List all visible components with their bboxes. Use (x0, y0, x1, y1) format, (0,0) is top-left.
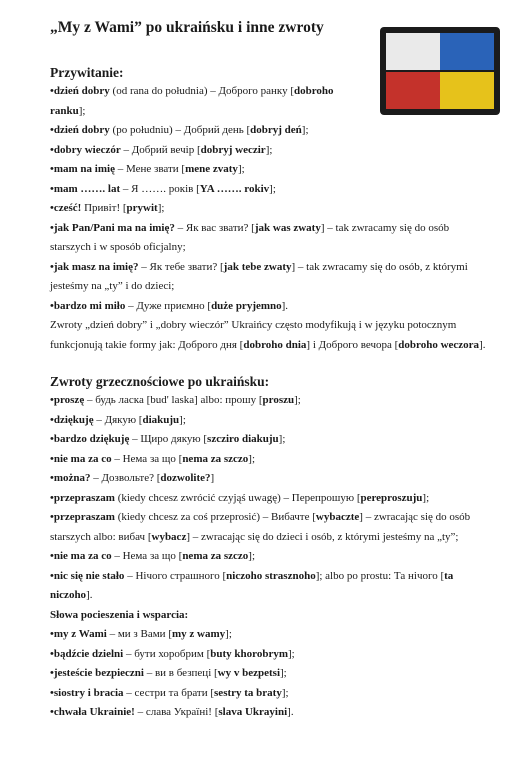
text-line (50, 469, 500, 489)
text-line (50, 141, 500, 161)
text-run: ]; (248, 550, 256, 562)
text-run: ]; (280, 667, 287, 679)
bold-phrase: •jak masz na imię? (50, 260, 139, 273)
text-run: – Я ……. років [ (120, 182, 200, 195)
bold-phrase: •jesteście bezpieczni (50, 667, 144, 679)
text-line (50, 219, 500, 239)
text-run: starszych albo: вибач [ (50, 530, 152, 543)
text-run: ]. (287, 706, 294, 718)
text-run: – Мене звати [ (114, 163, 186, 175)
text-line (50, 547, 500, 567)
bold-phrase: diakuju (142, 413, 180, 426)
text-run: (kiedy chcesz za coś przeprosić) – Вибачте [ (114, 511, 316, 523)
text-run: – Дуже приємно [ (125, 299, 212, 312)
text-run: ]; (269, 182, 276, 195)
bold-phrase: wy v bezpetsi (217, 667, 280, 679)
text-run: ]; (248, 452, 256, 465)
text-run: – Нема за що [ (111, 452, 183, 465)
text-line (50, 645, 500, 665)
text-run: ]; (157, 202, 165, 214)
text-run: ]; (278, 433, 286, 445)
bold-phrase: duże pryjemno (211, 299, 282, 312)
text-run: ]. (86, 589, 93, 601)
bold-phrase: slava Ukrayini (218, 706, 288, 718)
bold-phrase: •można? (50, 472, 91, 484)
text-run: – Дякую [ (93, 413, 143, 426)
bold-phrase: •bardzo mi miło (50, 299, 126, 312)
bold-phrase: •dobry wieczór (50, 143, 121, 156)
bold-phrase: dobroho dnia (243, 338, 307, 351)
bold-phrase: my z wamy (172, 628, 226, 640)
text-run: Zwroty „dzień dobry” i „dobry wieczór” Ukraińcy często modyfikują i w języku potocznym (50, 319, 457, 331)
bold-phrase: niczoho (50, 589, 87, 601)
text-line (50, 258, 500, 278)
bold-phrase: pereproszuju (360, 491, 423, 504)
text-run: – Добрий вечір [ (120, 143, 201, 156)
bold-phrase: •bardzo dziękuję (50, 433, 130, 445)
text-run: ]; albo po prostu: Та нічого [ (315, 569, 445, 582)
bold-phrase: •chwała Ukrainie! (50, 706, 135, 718)
text-line (50, 277, 500, 297)
bold-phrase: dobryj weczir (200, 143, 266, 156)
text-line (50, 625, 500, 645)
bold-phrase: dobroho (294, 85, 334, 97)
text-run: – Нема за що [ (111, 550, 183, 562)
bold-phrase: •cześć! (50, 202, 82, 214)
text-line (50, 391, 500, 411)
text-line (50, 684, 500, 704)
section-support-body (50, 625, 500, 723)
text-run: ]; (179, 413, 186, 426)
text-line (50, 586, 500, 606)
text-line (50, 160, 500, 180)
bold-phrase: sestry ta braty (214, 686, 282, 699)
text-run: – ви в безпеці [ (143, 667, 218, 679)
bold-phrase: •nie ma za co (50, 550, 112, 562)
text-line (50, 238, 500, 258)
text-line (50, 102, 500, 122)
text-run: ]; (294, 394, 301, 406)
bold-phrase: •nic się nie stało (50, 569, 125, 582)
text-run: funkcjonują takie formy jak: Доброго дня [ (50, 338, 244, 351)
text-run: – Дозвольте? [ (90, 472, 161, 484)
bold-phrase: •nie ma za co (50, 452, 112, 465)
text-run: ]; (237, 163, 245, 175)
text-line (50, 567, 500, 587)
text-run: ] – zwracając się do osób (359, 511, 471, 523)
text-line (50, 336, 500, 356)
bold-phrase: nema za szczo (182, 550, 249, 562)
text-run: – ми з Вами [ (106, 628, 172, 640)
text-run: ]; (288, 647, 295, 660)
bold-phrase: prywit (126, 202, 158, 214)
text-run: (kiedy chcesz zwrócić czyjąś uwagę) – Перепрошую [ (114, 491, 361, 504)
text-run: – будь ласка [bud' laska] albo: прошу [ (84, 394, 263, 406)
bold-phrase: YA ……. rokiv (199, 182, 270, 195)
text-line (50, 430, 500, 450)
bold-phrase: nema za szczo (182, 452, 249, 465)
bold-phrase: •przepraszam (50, 511, 115, 523)
text-line (50, 121, 500, 141)
bold-phrase: jak was zwaty (254, 221, 321, 234)
text-run: ] – zwracając się do dzieci i osób, z którymi jesteśmy na „ty”; (186, 530, 459, 543)
text-line (50, 664, 500, 684)
text-line (50, 316, 500, 336)
bold-phrase: •dzień dobry (50, 85, 110, 97)
text-run: ]; (225, 628, 232, 640)
text-run: (po południu) – Добрий день [ (109, 124, 251, 136)
section-polite-phrases-body (50, 391, 500, 606)
text-line (50, 703, 500, 723)
text-line (50, 180, 500, 200)
text-run: Привіт! [ (81, 202, 127, 214)
bold-phrase: •bądźcie dzielni (50, 647, 124, 660)
text-run: – Як тебе звати? [ (138, 260, 224, 273)
text-run: starszych i w sposób oficjalny; (50, 241, 186, 253)
bold-phrase: •mam ……. lat (50, 182, 121, 195)
bold-phrase: ta (444, 569, 454, 582)
bold-phrase: •przepraszam (50, 491, 115, 504)
bold-phrase: •jak Pan/Pani ma na imię? (50, 221, 175, 234)
text-run: ] (210, 472, 215, 484)
text-line (50, 411, 500, 431)
text-run: ]; (422, 491, 430, 504)
text-line (50, 528, 500, 548)
bold-phrase: •mam na imię (50, 163, 115, 175)
text-run: ]; (301, 124, 309, 136)
bold-phrase: wybacz (151, 530, 187, 543)
text-run: ] – tak zwracamy się do osób (320, 221, 450, 234)
text-run: ]. (479, 338, 486, 351)
text-line (50, 450, 500, 470)
bold-phrase: ranku (50, 104, 79, 117)
section-greetings-body (50, 82, 500, 355)
text-line (50, 508, 500, 528)
text-line (50, 82, 500, 102)
text-run: – сестри та брати [ (123, 686, 215, 699)
bold-phrase: dobroho weczora (398, 338, 480, 351)
bold-phrase: •siostry i bracia (50, 686, 124, 699)
section-heading-support: Słowa pocieszenia i wsparcia: (50, 608, 189, 621)
text-run: (od rana do południa) – Доброго ранку [ (109, 85, 294, 97)
text-run: – Щиро дякую [ (129, 433, 208, 445)
text-line (50, 199, 500, 219)
bold-phrase: szcziro diakuju (207, 433, 279, 445)
bold-phrase: dozwolite? (160, 472, 211, 484)
bold-phrase: •my z Wami (50, 628, 107, 640)
bold-phrase: buty khorobrym (210, 647, 289, 660)
text-run: – Нічого страшного [ (124, 569, 227, 582)
text-run: ] – tak zwracamy się do osób, z którymi (291, 260, 468, 273)
text-run: – Як вас звати? [ (174, 221, 255, 234)
text-run: ]; (78, 104, 86, 117)
text-run: jesteśmy na „ty” i do dzieci; (50, 280, 175, 292)
bold-phrase: •proszę (50, 394, 85, 406)
bold-phrase: wybaczte (315, 511, 360, 523)
text-line (50, 489, 500, 509)
document-page (50, 18, 500, 723)
bold-phrase: •dzień dobry (50, 124, 110, 136)
text-run: ]; (281, 686, 289, 699)
text-run: – бути хоробрим [ (123, 647, 211, 660)
section-heading-greetings: Przywitanie: (50, 65, 124, 80)
bold-phrase: niczoho strasznoho (226, 569, 316, 582)
text-line (50, 297, 500, 317)
bold-phrase: •dziękuję (50, 413, 94, 426)
text-run: ] i Доброго вечора [ (306, 338, 399, 351)
text-run: – слава Україні! [ (134, 706, 219, 718)
bold-phrase: jak tebe zwaty (223, 260, 292, 273)
bold-phrase: mene zvaty (185, 163, 238, 175)
text-run: ]; (265, 143, 273, 156)
bold-phrase: dobryj deń (250, 124, 302, 136)
bold-phrase: proszu (262, 394, 295, 406)
text-run: ]. (281, 299, 289, 312)
page-title: „My z Wami” po ukraińsku i inne zwroty (50, 19, 324, 36)
section-heading-polite-phrases: Zwroty grzecznościowe po ukraińsku: (50, 374, 270, 389)
